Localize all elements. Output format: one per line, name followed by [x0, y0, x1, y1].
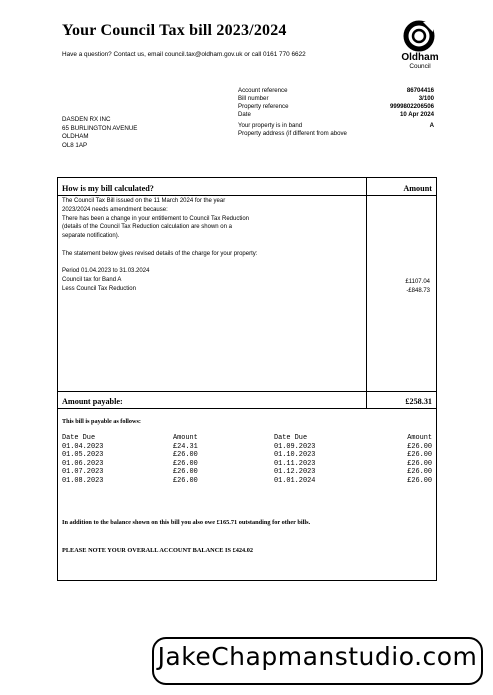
logo-name: Oldham: [401, 52, 439, 63]
instalment-amount: £26.00: [173, 476, 198, 485]
address-line: OL8 1AP: [62, 141, 88, 149]
amount-header: Amount: [407, 434, 432, 442]
schedule-row: [62, 460, 432, 469]
instalment-amount: £26.00: [407, 451, 432, 460]
overall-balance-note: PLEASE NOTE YOUR OVERALL ACCOUNT BALANCE IS £424.02: [62, 547, 254, 554]
date-due-header: Date Due: [274, 434, 308, 442]
due-date: 01.04.2023: [62, 442, 104, 451]
charge-amount: £1107.04: [405, 279, 430, 285]
calculation-explanation: [62, 197, 362, 294]
address-line: OLDHAM: [62, 133, 89, 141]
property-address-label: Property address (if different from above: [238, 130, 347, 138]
amount-payable-label: Amount payable:: [62, 397, 123, 406]
explanation-line: The Council Tax Bill issued on the 11 March 2024 for the year: [62, 198, 226, 204]
payable-bottom-divider: [58, 408, 436, 409]
due-date: 01.05.2023: [62, 451, 104, 460]
charge-amounts: [405, 278, 430, 296]
bill-calculation-box: [57, 177, 437, 581]
property-reference-value: 9999802206506: [389, 103, 434, 111]
account-reference-value: 86704416: [406, 87, 434, 94]
instalment-amount: £26.00: [407, 468, 432, 477]
schedule-row: [62, 477, 432, 486]
schedule-row: [62, 468, 432, 477]
amount-payable-value: £258.31: [405, 397, 432, 406]
due-date: 01.01.2024: [274, 476, 316, 485]
payment-schedule: [62, 434, 432, 486]
council-logo-icon: [403, 20, 435, 52]
property-reference-label: Property reference: [238, 103, 289, 111]
due-date: 01.10.2023: [274, 451, 316, 460]
watermark-badge: [152, 637, 483, 685]
reduction-line: Less Council Tax Reduction: [62, 285, 136, 292]
due-date: 01.07.2023: [62, 468, 104, 477]
due-date: 01.12.2023: [274, 468, 316, 477]
explanation-line: (details of the Council Tax Reduction calculation are shown on a: [62, 224, 232, 231]
amount-heading: Amount: [403, 184, 432, 193]
schedule-row: [62, 443, 432, 452]
instalment-amount: £26.00: [407, 476, 432, 485]
due-date: 01.09.2023: [274, 442, 316, 451]
bill-title: Your Council Tax bill 2023/2024: [62, 22, 287, 39]
header-divider: [58, 195, 436, 196]
explanation-line: There has been a change in your entitlement to Council Tax Reduction: [62, 215, 250, 222]
date-value: 10 Apr 2024: [400, 111, 434, 119]
charge-line: Council tax for Band A: [62, 277, 122, 284]
band-value: A: [429, 122, 434, 130]
instalment-amount: £26.00: [173, 459, 198, 468]
column-divider: [366, 178, 367, 409]
account-reference-label: Account reference: [238, 87, 288, 94]
contact-line: Have a question? Contact us, email council.tax@oldham.gov.uk or call 0161 770 6622: [62, 51, 306, 58]
logo-subtitle: Council: [409, 63, 431, 70]
instalment-amount: £24.31: [173, 442, 198, 451]
instalment-amount: £26.00: [407, 442, 432, 451]
explanation-line: separate notification).: [62, 233, 120, 240]
payable-top-divider: [58, 391, 436, 392]
instalment-amount: £26.00: [173, 451, 198, 460]
bill-number-label: Bill number: [238, 95, 269, 103]
explanation-line: 2023/2024 needs amendment because:: [62, 206, 168, 213]
due-date: 01.06.2023: [62, 459, 104, 468]
reference-block: [238, 87, 434, 139]
explanation-line: The statement below gives revised details of the charge for your property:: [62, 250, 258, 257]
due-date: 01.08.2023: [62, 476, 104, 485]
reduction-amount: -£848.73: [406, 287, 430, 294]
watermark-text: JakeChapmanstudio.com: [157, 642, 478, 671]
instalment-amount: £26.00: [173, 468, 198, 477]
band-label: Your property is in band: [238, 122, 303, 130]
instalment-amount: £26.00: [407, 459, 432, 468]
calculation-heading: How is my bill calculated?: [62, 184, 154, 193]
schedule-header-row: [62, 434, 432, 443]
amount-header: Amount: [173, 434, 198, 442]
schedule-heading: This bill is payable as follows:: [62, 418, 141, 425]
bill-number-value: 3/100: [418, 95, 434, 103]
address-line: DASDEN RX INC: [62, 116, 111, 123]
period-line: Period 01.04.2023 to 31.03.2024: [62, 268, 150, 275]
outstanding-balance-note: In addition to the balance shown on this bill you also owe £165.71 outstanding for other bills.: [62, 519, 311, 526]
due-date: 01.11.2023: [274, 459, 316, 468]
date-label: Date: [238, 111, 251, 119]
recipient-address: [62, 116, 137, 150]
date-due-header: Date Due: [62, 434, 96, 442]
address-line: 65 BURLINGTON AVENUE: [62, 124, 138, 132]
schedule-row: [62, 451, 432, 460]
